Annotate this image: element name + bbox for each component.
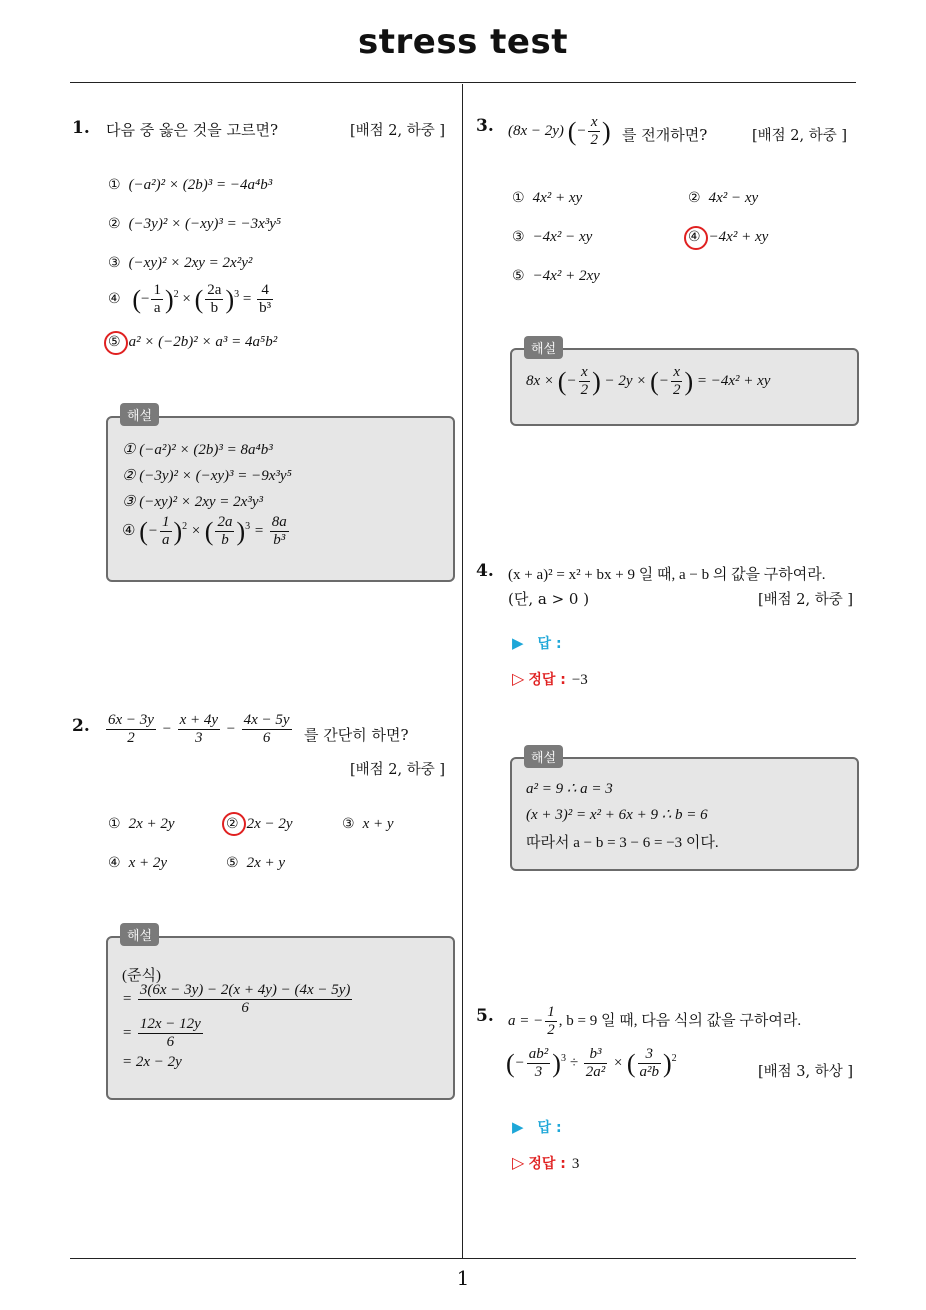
question-text: a = − $\frac{1}{2}$ , b = 9 일 때, 다음 식의 값을 구하여라. [508, 1004, 802, 1039]
page-number: 1 [456, 1266, 470, 1290]
question-number: 5. [476, 1006, 494, 1026]
correct-answer-row: ▷ 정답 : −3 [512, 669, 588, 688]
play-arrow-icon: ▶ [512, 1118, 524, 1136]
solution-box: ① (−a²)² × (2b)³ = 8a⁴b³ ② (−3y)² × (−xy)³ = −9x³y⁵ ③ (−xy)² × 2xy = 2x³y³ ④ (− $\frac{1}{a}$ )$^2$ × ( $\frac{2a}{b}$ )$^3$ = $\frac{8a}{\text{b³}}$ [106, 416, 455, 582]
question-text: 다음 중 옳은 것을 고르면? [106, 121, 279, 139]
question-meta: [배점 2, 하중 ] [350, 123, 446, 139]
question-meta: [배점 3, 하상 ] [758, 1064, 854, 1080]
option-2[interactable]: ② 4x² − xy [688, 190, 759, 206]
option-3[interactable]: ③ x + y [342, 816, 394, 832]
solution-line: 8x × (− $\frac{x}{2}$ ) − 2y × (− $\frac{x}{2}$ ) = −4x² + xy [526, 364, 771, 399]
question-text: 를 전개하면? [622, 126, 708, 144]
correct-answer-value: −3 [571, 672, 588, 688]
solution-label: 해설 [120, 403, 159, 426]
question-meta: [배점 2, 하중 ] [350, 762, 446, 778]
question-expression: (8x − 2y) (− $\frac{x}{2}$ ) [508, 114, 611, 149]
option-2[interactable]: ② (−3y)² × (−xy)³ = −3x³y⁵ [108, 216, 282, 232]
solution-label: 해설 [120, 923, 159, 946]
question-number: 3. [476, 116, 494, 136]
page-title: stress test [358, 22, 568, 62]
selected-answer-circle [684, 226, 708, 250]
option-5[interactable]: ⑤ 2x + y [226, 855, 285, 871]
solution-box: (준식) = $\frac{3(6x - 3y) - 2(x + 4y) - (4x - 5y)}{6}$ = $\frac{12x - 12y}{6}$ = 2x − 2y [106, 936, 455, 1100]
option-5[interactable]: ⑤ a² × (−2b)² × a³ = 4a⁵b² [108, 334, 278, 350]
question-number: 1. [72, 118, 90, 138]
play-arrow-icon: ▶ [512, 634, 524, 652]
option-2[interactable]: ② 2x − 2y [226, 816, 293, 832]
option-3[interactable]: ③ −4x² − xy [512, 229, 593, 245]
header-rule [70, 82, 856, 83]
option-1[interactable]: ① (−a²)² × (2b)³ = −4a⁴b³ [108, 177, 273, 193]
question-number: 4. [476, 561, 494, 581]
solution-line-4: ④ (− $\frac{1}{a}$ )$^2$ × ( $\frac{2a}{b}$ )$^3$ = $\frac{8a}{\text{b³}}$ [122, 514, 287, 549]
solution-box [510, 348, 859, 426]
outline-arrow-icon: ▷ [512, 1153, 525, 1172]
question-expression: $\frac{6x - 3y}{2}$ − $\frac{x + 4y}{3}$ − $\frac{4x - 5y}{6}$ [108, 712, 290, 747]
solution-box: a² = 9 ∴ a = 3 (x + 3)² = x² + 6x + 9 ∴ b = 6 따라서 a − b = 3 − 6 = −3 이다. [510, 757, 859, 871]
question-meta: [배점 2, 하중 ] [752, 128, 848, 144]
selected-answer-circle [222, 812, 246, 836]
footer-rule [70, 1258, 856, 1259]
correct-answer-value: 3 [571, 1156, 580, 1172]
option-4[interactable]: ④ −4x² + xy [688, 229, 769, 245]
solution-step-2: = $\frac{12x - 12y}{6}$ [122, 1016, 201, 1051]
question-meta: [배점 2, 하중 ] [758, 592, 854, 608]
question-text: 를 간단히 하면? [304, 726, 409, 744]
answer-row[interactable]: ▶ 답 : [512, 1118, 562, 1136]
question-text: (x + a)² = x² + bx + 9 일 때, a − b 의 값을 구하여라. [508, 567, 826, 583]
answer-row[interactable]: ▶ 답 : [512, 634, 562, 652]
option-4[interactable]: ④ (− $\frac{1}{a}$ )$^2$ × ( $\frac{2a}{b}$ )$^3$ = $\frac{4}{\text{b³}}$ [108, 282, 272, 317]
correct-answer-row: ▷ 정답 : 3 [512, 1153, 580, 1172]
solution-step-1: = $\frac{3(6x - 3y) - 2(x + 4y) - (4x - 5y)}{6}$ [122, 982, 351, 1017]
solution-label: 해설 [524, 336, 563, 359]
selected-answer-circle [104, 331, 128, 355]
question-number: 2. [72, 716, 90, 736]
option-3[interactable]: ③ (−xy)² × 2xy = 2x²y² [108, 255, 253, 271]
outline-arrow-icon: ▷ [512, 669, 525, 688]
column-divider [462, 84, 463, 1258]
solution-label: 해설 [524, 745, 563, 768]
option-1[interactable]: ① 4x² + xy [512, 190, 583, 206]
question-condition: (단, a > 0 ) [508, 590, 590, 608]
question-expression: (− $\frac{\text{ab²}}{3}$ )$^3$ ÷ $\frac{\text{b³}}{\text{2a²}}$ × ( $\frac{3}{\text{a²b}}$ )$^2$ [506, 1046, 677, 1081]
option-5[interactable]: ⑤ −4x² + 2xy [512, 268, 600, 284]
option-1[interactable]: ① 2x + 2y [108, 816, 175, 832]
option-4[interactable]: ④ x + 2y [108, 855, 167, 871]
